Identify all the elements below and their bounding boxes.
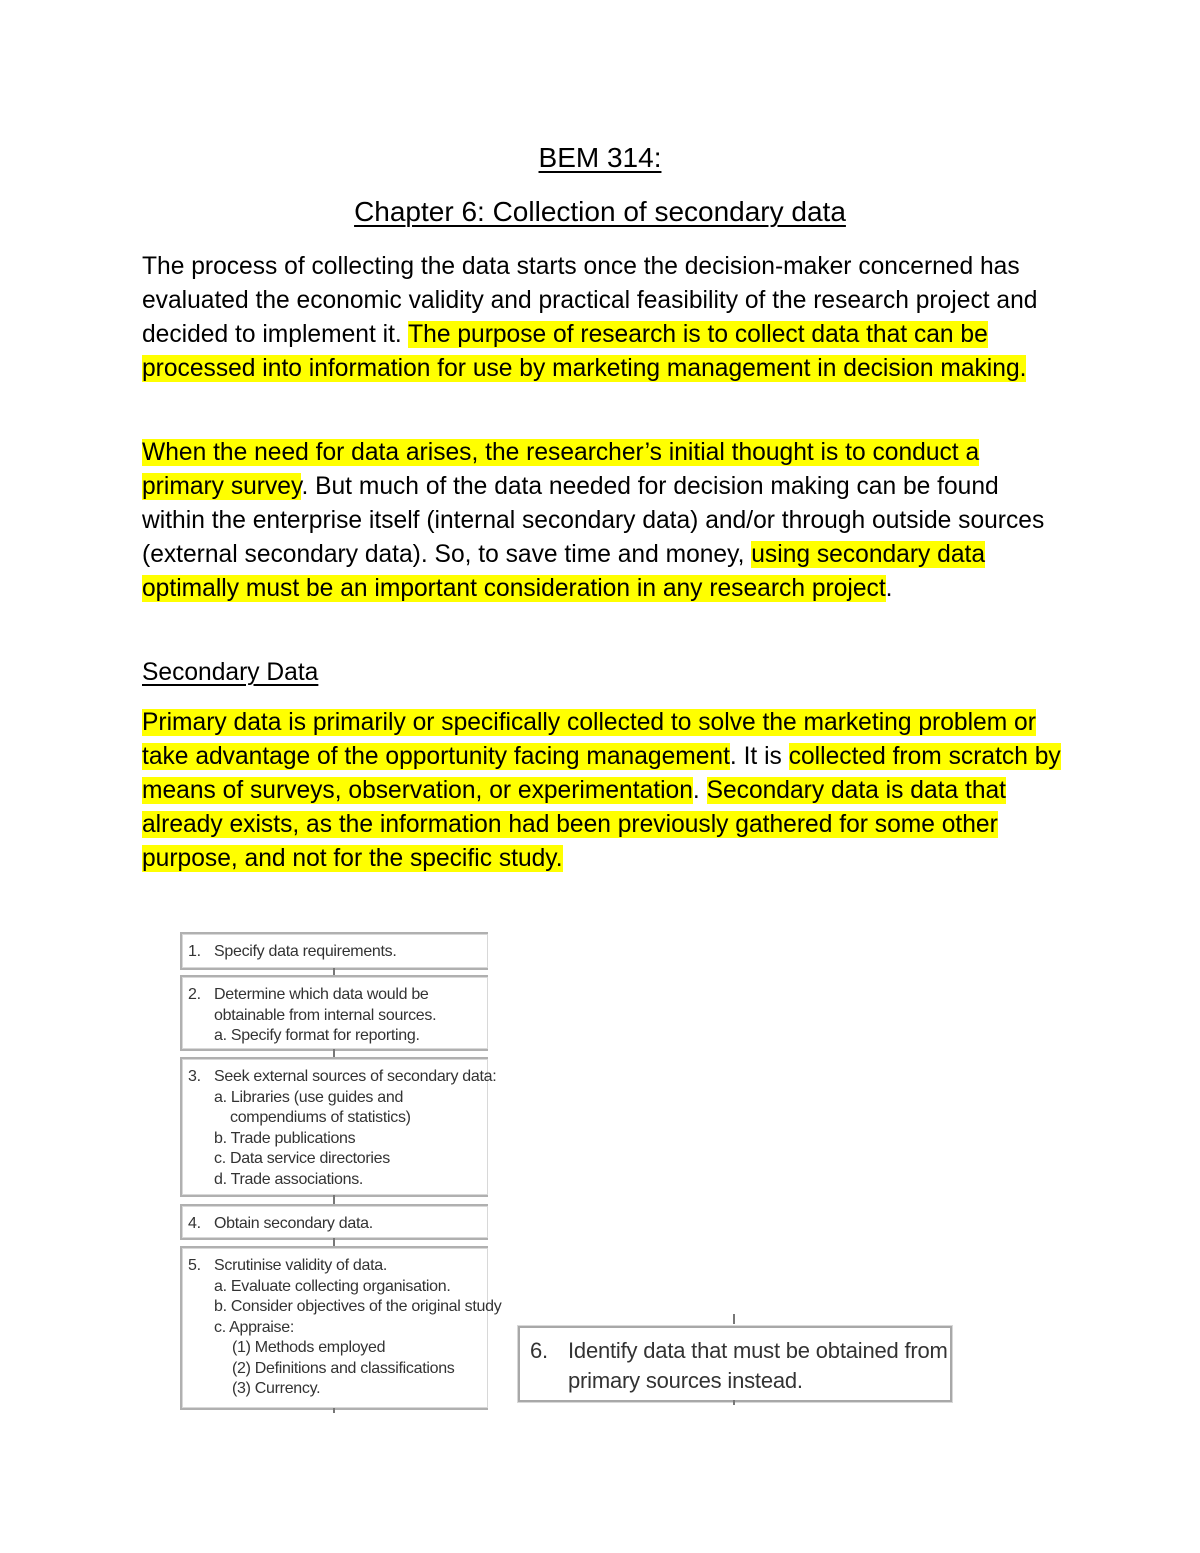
paragraph-3-text: . It is bbox=[729, 743, 789, 770]
step-sub-a: a. Libraries (use guides and bbox=[214, 1088, 404, 1106]
highlight-scratch: collected from scratch by means of surveys, observation, or experimentation bbox=[142, 743, 1061, 804]
step-sub-d: d. Trade associations. bbox=[214, 1170, 364, 1188]
step-text: Determine which data would be bbox=[214, 986, 429, 1003]
step-number: 2. bbox=[188, 986, 201, 1003]
flow-step-4 bbox=[180, 1204, 488, 1240]
step-sub-c: c. Data service directories bbox=[214, 1150, 390, 1167]
step-number: 6. bbox=[530, 1338, 548, 1363]
highlight-purpose: The purpose of research is to collect data that can be processed into information for use by marketing management in decision making. bbox=[142, 321, 1027, 382]
paragraph-2-end: . bbox=[885, 575, 893, 602]
flow-connector bbox=[333, 1408, 335, 1413]
course-title: BEM 314: bbox=[538, 142, 662, 173]
highlight-primary-data: Primary data is primarily or specifically collected to solve the marketing problem or take advantage of the opportunity facing management bbox=[142, 709, 1036, 770]
step-number: 1. bbox=[188, 943, 201, 960]
step-text: Obtain secondary data. bbox=[214, 1215, 373, 1232]
step-sub-b: b. Consider objectives of the original study bbox=[214, 1298, 502, 1315]
flow-step-1 bbox=[180, 932, 488, 970]
highlight-secondary-optimal: using secondary data optimally must be an important consideration in any research project bbox=[142, 541, 986, 602]
flow-step-2 bbox=[180, 975, 488, 1051]
flow-connector bbox=[733, 1400, 735, 1405]
step-number: 3. bbox=[188, 1068, 201, 1085]
step-sub-a-cont: compendiums of statistics) bbox=[230, 1109, 411, 1126]
paragraph-2 bbox=[142, 436, 1062, 606]
paragraph-1 bbox=[142, 250, 1062, 386]
step-text-cont: primary sources instead. bbox=[568, 1368, 803, 1393]
paragraph-2-text: . But much of the data needed for decision making can be found within the enterprise itself (internal secondary data) and/or through outside sources (external secondary data). So, to save time and money, bbox=[142, 473, 1045, 568]
paragraph-3-text-2: . bbox=[692, 777, 707, 804]
chapter-title: Chapter 6: Collection of secondary data bbox=[354, 196, 846, 227]
flow-step-6 bbox=[518, 1326, 952, 1402]
step-sub-a: a. Evaluate collecting organisation. bbox=[214, 1277, 451, 1295]
step-text: Identify data that must be obtained from bbox=[568, 1338, 948, 1363]
step-text: Seek external sources of secondary data: bbox=[214, 1068, 497, 1085]
paragraph-1-text: The process of collecting the data starts once the decision-maker concerned has evaluated the economic validity and practical feasibility of the research project and decided to implement it. bbox=[142, 253, 1038, 348]
step-sub-a: a. Specify format for reporting. bbox=[214, 1027, 420, 1044]
section-heading: Secondary Data bbox=[142, 659, 319, 686]
flow-step-3 bbox=[180, 1057, 497, 1197]
highlight-primary-survey: When the need for data arises, the researcher’s initial thought is to conduct a primary survey bbox=[142, 439, 980, 500]
paragraph-3 bbox=[142, 706, 1062, 876]
flow-connector bbox=[733, 1314, 735, 1324]
step-text: Specify data requirements. bbox=[214, 943, 397, 960]
flow-step-5 bbox=[180, 1246, 502, 1410]
step-text: Scrutinise validity of data. bbox=[214, 1257, 388, 1274]
step-sub-c1: (1) Methods employed bbox=[232, 1339, 386, 1356]
highlight-secondary-data: Secondary data is data that already exists, as the information had been previously gathered for some other purpose, and not for the specific study. bbox=[142, 777, 1007, 872]
step-number: 4. bbox=[188, 1215, 201, 1232]
step-sub-c2: (2) Definitions and classifications bbox=[232, 1359, 455, 1377]
step-sub-c: c. Appraise: bbox=[214, 1318, 295, 1336]
step-sub-c3: (3) Currency. bbox=[232, 1380, 321, 1397]
step-sub-b: b. Trade publications bbox=[214, 1129, 356, 1147]
step-text-cont: obtainable from internal sources. bbox=[214, 1006, 437, 1024]
step-number: 5. bbox=[188, 1257, 201, 1274]
